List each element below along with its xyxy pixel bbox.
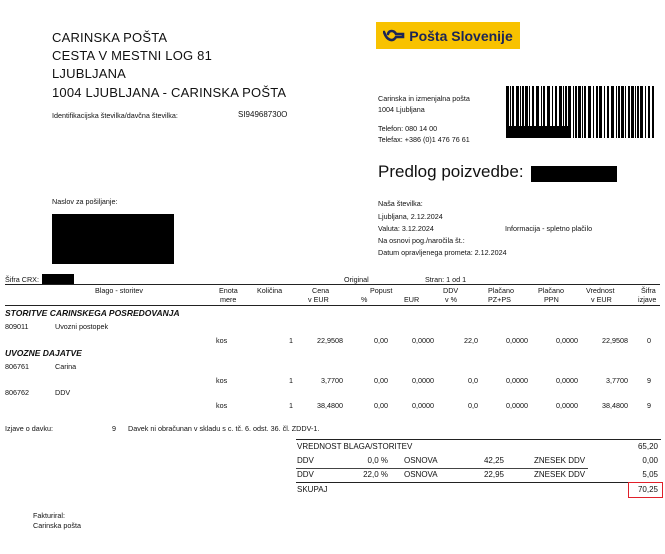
sender-line2: CESTA V MESTNI LOG 81 [52, 48, 213, 63]
crx-label: Šifra CRX: [5, 275, 39, 284]
row-price: 22,9508 [317, 336, 343, 345]
col-ddv: DDV [443, 286, 459, 295]
header-top-line [5, 284, 660, 285]
redaction-address [52, 214, 174, 264]
col-cena: Cena [312, 286, 330, 295]
row-ppn: 0,0000 [556, 336, 578, 345]
document-title: Predlog poizvedbe: [378, 162, 524, 181]
meta-date: Ljubljana, 2.12.2024 [378, 212, 443, 221]
footer-label: Fakturiral: [33, 511, 65, 520]
sender-line1: CARINSKA POŠTA [52, 30, 168, 45]
logo-text: Pošta Slovenije [409, 27, 513, 44]
row-disc-pct: 0,00 [374, 401, 388, 410]
summary-skupaj-value: 70,25 [637, 485, 658, 494]
row-code: 809011 [5, 322, 29, 331]
office-address: 1004 Ljubljana [378, 105, 425, 114]
summary-ddv2-label: DDV [297, 470, 314, 479]
summary-top-line [296, 439, 661, 440]
col-popust: Popust [370, 286, 393, 295]
row-vat: 0,0 [468, 401, 478, 410]
tax-note-text: Davek ni obračunan v skladu s c. tč. 6. odst. 36. čl. ZDDV-1. [128, 424, 320, 433]
col-popust-eur: EUR [404, 295, 420, 304]
col-vrednost: Vrednost [586, 286, 615, 295]
row-unit: kos [216, 336, 228, 345]
section-posredovanje: STORITVE CARINSKEGA POSREDOVANJA [5, 308, 180, 318]
meta-nasa: Naša številka: [378, 199, 423, 208]
row-qty: 1 [289, 336, 293, 345]
row-qty: 1 [289, 401, 293, 410]
col-cena-eur: v EUR [308, 295, 329, 304]
page-label: Stran: 1 od 1 [425, 275, 467, 284]
summary-ddv2-znesek: 5,05 [642, 470, 658, 479]
col-blago: Blago - storitev [95, 286, 143, 295]
row-price: 3,7700 [321, 376, 343, 385]
shipping-label: Naslov za pošiljanje: [52, 197, 118, 206]
col-ppn: PPN [544, 295, 559, 304]
row-code: 806762 [5, 388, 29, 397]
col-popust-pct: % [361, 295, 368, 304]
office-phone: Telefon: 080 14 00 [378, 124, 438, 133]
summary-ddv2-znesek-label: ZNESEK DDV [534, 470, 586, 479]
summary-vrednost-label: VREDNOST BLAGA/STORITEV [297, 442, 413, 451]
office-name: Carinska in izmenjalna pošta [378, 94, 470, 103]
tax-note-label: Izjave o davku: [5, 424, 53, 433]
meta-valuta: Valuta: 3.12.2024 [378, 224, 434, 233]
footer-name: Carinska pošta [33, 521, 81, 530]
id-label: Identifikacijska številka/davčna številka: [52, 111, 178, 120]
redaction-crx [42, 274, 74, 284]
summary-ddv2-pct: 22,0 % [363, 470, 388, 479]
sender-line3: LJUBLJANA [52, 66, 127, 81]
row-price: 38,4800 [317, 401, 343, 410]
row-disc-eur: 0,0000 [412, 336, 434, 345]
tax-note-code: 9 [112, 424, 116, 433]
row-pzps: 0,0000 [506, 376, 528, 385]
row-ppn: 0,0000 [556, 376, 578, 385]
section-uvozne: UVOZNE DAJATVE [5, 348, 82, 358]
meta-info: Informacija - spletno plačilo [505, 224, 593, 233]
summary-ddv1-znesek: 0,00 [642, 456, 658, 465]
col-placano-pz: Plačano [488, 286, 514, 295]
col-placano-ppn: Plačano [538, 286, 564, 295]
summary-skupaj-label: SKUPAJ [297, 485, 328, 494]
posta-logo [376, 22, 520, 49]
col-vrednost-eur: v EUR [591, 295, 612, 304]
summary-ddv1-label: DDV [297, 456, 314, 465]
row-name: Carina [55, 362, 77, 371]
row-qty: 1 [289, 376, 293, 385]
row-name: Uvozni postopek [55, 322, 109, 331]
summary-ddv1-znesek-label: ZNESEK DDV [534, 456, 586, 465]
summary-ddv1-pct: 0,0 % [367, 456, 388, 465]
row-sifra: 9 [647, 376, 651, 385]
sender-line4: 1004 LJUBLJANA - CARINSKA POŠTA [52, 85, 287, 100]
row-value: 22,9508 [602, 336, 628, 345]
col-izjave: izjave [638, 295, 657, 304]
summary-total-line [296, 482, 661, 483]
col-ddv-pct: v % [445, 295, 457, 304]
row-disc-eur: 0,0000 [412, 376, 434, 385]
col-mere: mere [220, 295, 237, 304]
col-enota: Enota [219, 286, 238, 295]
col-kolicina: Količina [257, 286, 283, 295]
row-pzps: 0,0000 [506, 401, 528, 410]
summary-ddv1-osnova-label: OSNOVA [404, 456, 438, 465]
row-code: 806761 [5, 362, 29, 371]
row-ppn: 0,0000 [556, 401, 578, 410]
row-sifra: 9 [647, 401, 651, 410]
summary-ddv1-osnova: 42,25 [483, 456, 504, 465]
summary-row-line [296, 468, 588, 469]
meta-osnova: Na osnovi pog./naročila št.: [378, 236, 465, 245]
row-unit: kos [216, 376, 228, 385]
row-vat: 22,0 [464, 336, 478, 345]
row-value: 38,4800 [602, 401, 628, 410]
col-sifra: Šifra [641, 286, 656, 295]
row-value: 3,7700 [606, 376, 628, 385]
office-fax: Telefax: +386 (0)1 476 76 61 [378, 135, 470, 144]
row-disc-pct: 0,00 [374, 336, 388, 345]
redaction-title [531, 166, 617, 182]
header-bottom-line [5, 305, 660, 306]
redaction-barcode [506, 126, 568, 138]
row-unit: kos [216, 401, 228, 410]
col-placano-pzps: PZ+PS [488, 295, 511, 304]
row-vat: 0,0 [468, 376, 478, 385]
summary-ddv2-osnova-label: OSNOVA [404, 470, 438, 479]
row-sifra: 0 [647, 336, 651, 345]
row-disc-eur: 0,0000 [412, 401, 434, 410]
original-label: Original [344, 275, 369, 284]
summary-ddv2-osnova: 22,95 [483, 470, 504, 479]
summary-vrednost-value: 65,20 [637, 442, 658, 451]
row-disc-pct: 0,00 [374, 376, 388, 385]
row-pzps: 0,0000 [506, 336, 528, 345]
id-value: SI94968730O [238, 110, 288, 119]
meta-promet: Datum opravljenega prometa: 2.12.2024 [378, 248, 507, 257]
row-name: DDV [55, 388, 71, 397]
posthorn-icon [383, 29, 405, 43]
